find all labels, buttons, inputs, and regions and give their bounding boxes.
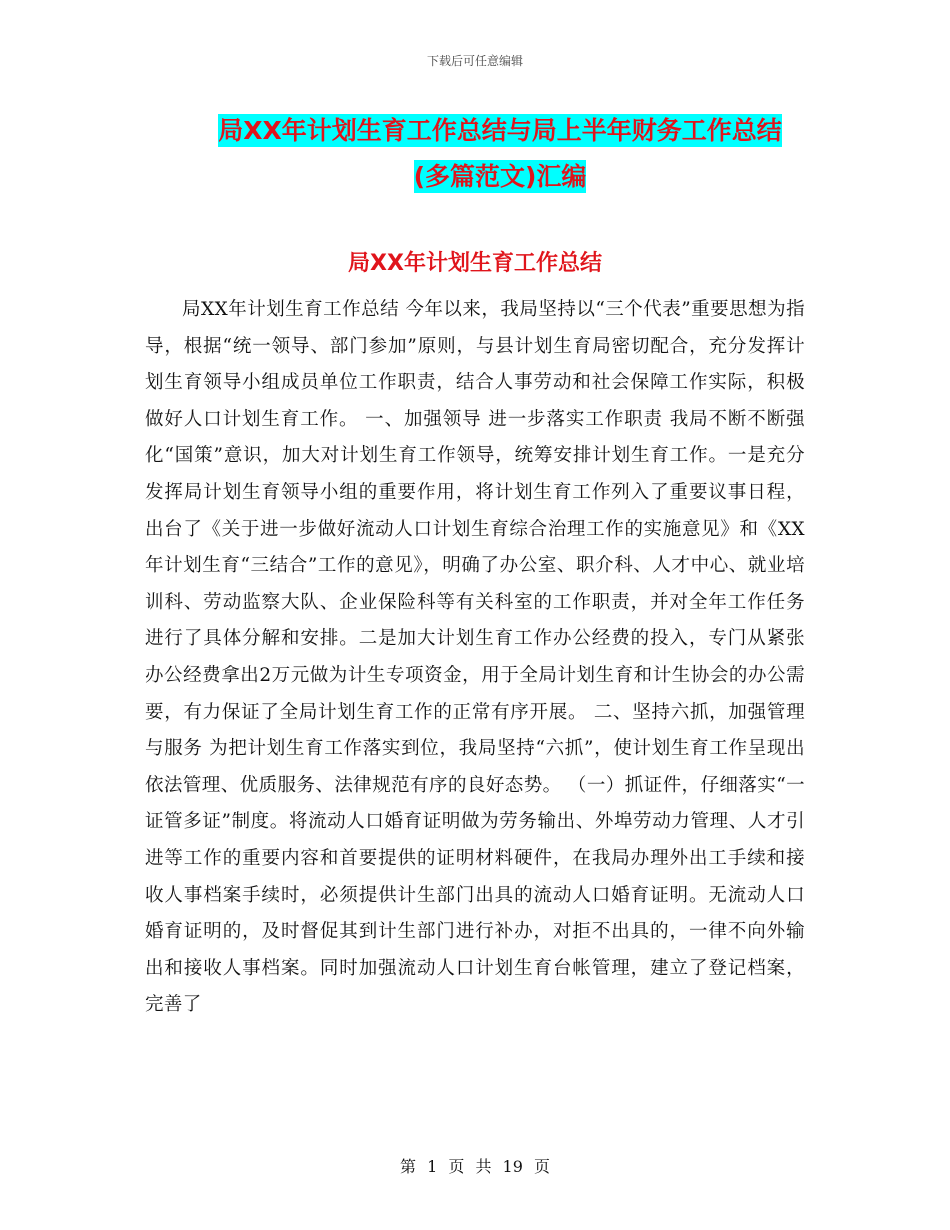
document-title-line2: (多篇范文)汇编: [413, 162, 587, 191]
header-note: 下载后可任意编辑: [426, 54, 523, 68]
document-title: [120, 108, 880, 200]
section-title: 局XX年计划生育工作总结: [348, 251, 602, 276]
page-footer: 第 1 页 共 19 页: [400, 1157, 550, 1176]
body-paragraph: 局XX年计划生育工作总结 今年以来，我局坚持以“三个代表”重要思想为指导，根据“统一领导、部门参加”原则，与县计划生育局密切配合，充分发挥计划生育领导小组成员单位工作职责，结合人事劳动和社会保障工作实际，积极做好人口计划生育工作。 一、加强领导 进一步落实工作职责 我局不断不断强化“国策”意识，加大对计划生育工作领导，统筹安排计划生育工作。一是充分发挥局计划生育领导小组的重要作用，将计划生育工作列入了重要议事日程，出台了《关于进一步做好流动人口计划生育综合治理工作的实施意见》和《XX年计划生育“三结合”工作的意见》，明确了办公室、职介科、人才中心、就业培训科、劳动监察大队、企业保险科等有关科室的工作职责，并对全年工作任务进行了具体分解和安排。二是加大计划生育工作办公经费的投入，专门从紧张办公经费拿出2万元做为计生专项资金，用于全局计划生育和计生协会的办公需要，有力保证了全局计划生育工作的正常有序开展。 二、坚持六抓，加强管理与服务 为把计划生育工作落实到位，我局坚持“六抓”，使计划生育工作呈现出依法管理、优质服务、法律规范有序的良好态势。 （一）抓证件，仔细落实“一证管多证”制度。将流动人口婚育证明做为劳务输出、外埠劳动力管理、人才引进等工作的重要内容和首要提供的证明材料硬件，在我局办理外出工手续和接收人事档案手续时，必须提供计生部门出具的流动人口婚育证明。无流动人口婚育证明的，及时督促其到计生部门进行补办，对拒不出具的，一律不向外输出和接收人事档案。同时加强流动人口计划生育台帐管理，建立了登记档案，完善了: [145, 299, 805, 1016]
document-title-line1: 局XX年计划生育工作总结与局上半年财务工作总结: [218, 116, 782, 145]
